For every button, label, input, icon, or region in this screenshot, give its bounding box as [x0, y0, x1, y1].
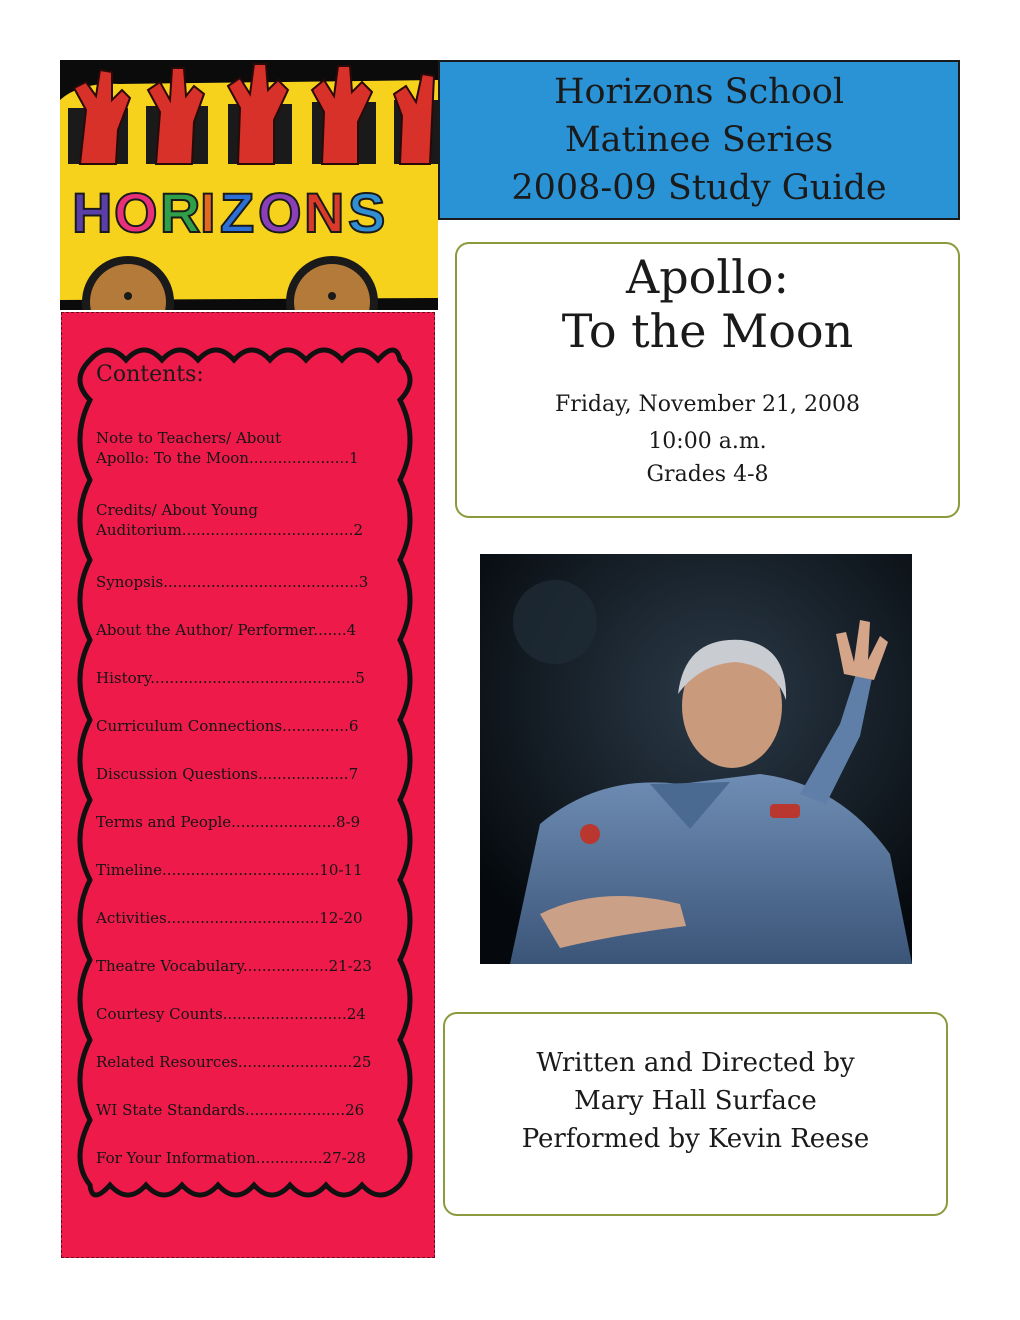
toc-item: Discussion Questions...................7	[96, 765, 359, 783]
toc-item: Related Resources........................25	[96, 1053, 372, 1071]
svg-text:O: O	[114, 181, 158, 244]
header-line-series: Matinee Series	[564, 120, 834, 160]
performance-time: 10:00 a.m.	[648, 429, 767, 454]
toc-item: History...........................................5	[96, 669, 365, 687]
toc-item: Activities................................12-20	[96, 909, 363, 927]
contents-heading: Contents:	[96, 362, 204, 387]
svg-text:S: S	[348, 181, 386, 244]
toc-item: For Your Information..............27-28	[96, 1149, 366, 1167]
astronaut-performer-image	[480, 554, 912, 964]
horizons-logo	[60, 60, 438, 310]
show-title-line1: Apollo:	[626, 250, 789, 304]
svg-text:N: N	[304, 181, 345, 244]
toc-item: Synopsis.........................................3	[96, 573, 369, 591]
credits-box	[443, 1012, 948, 1216]
school-bus-illustration	[60, 60, 438, 310]
toc-item: Terms and People......................8-9	[96, 813, 361, 831]
toc-item: Note to Teachers/ About Apollo: To the Moon.....................1	[96, 429, 359, 467]
toc-item: Timeline.................................10-11	[96, 861, 363, 879]
header-line-guide: 2008-09 Study Guide	[511, 168, 887, 208]
svg-text:Z: Z	[220, 181, 255, 244]
toc-item: Curriculum Connections..............6	[96, 717, 359, 735]
performer-photo	[480, 554, 912, 964]
svg-text:I: I	[200, 181, 216, 244]
toc-item: Credits/ About Young Auditorium....................................2	[96, 501, 363, 539]
credits-written-directed: Written and Directed by	[536, 1048, 855, 1078]
header-line-school: Horizons School	[553, 72, 845, 112]
credits-author: Mary Hall Surface	[574, 1086, 817, 1116]
toc-item: WI State Standards.....................26	[96, 1101, 365, 1119]
toc-item: About the Author/ Performer.......4	[96, 621, 357, 639]
show-title-line2: To the Moon	[561, 304, 854, 358]
credits-performer: Performed by Kevin Reese	[521, 1124, 870, 1154]
svg-text:O: O	[258, 181, 302, 244]
grade-range: Grades 4-8	[646, 462, 769, 487]
series-header	[438, 60, 960, 220]
toc-item: Theatre Vocabulary..................21-23	[96, 957, 372, 975]
toc-item: Courtesy Counts..........................24	[96, 1005, 366, 1023]
title-box	[455, 242, 960, 518]
performance-date: Friday, November 21, 2008	[555, 392, 860, 417]
svg-text:R: R	[160, 181, 201, 244]
svg-text:H: H	[72, 181, 113, 244]
